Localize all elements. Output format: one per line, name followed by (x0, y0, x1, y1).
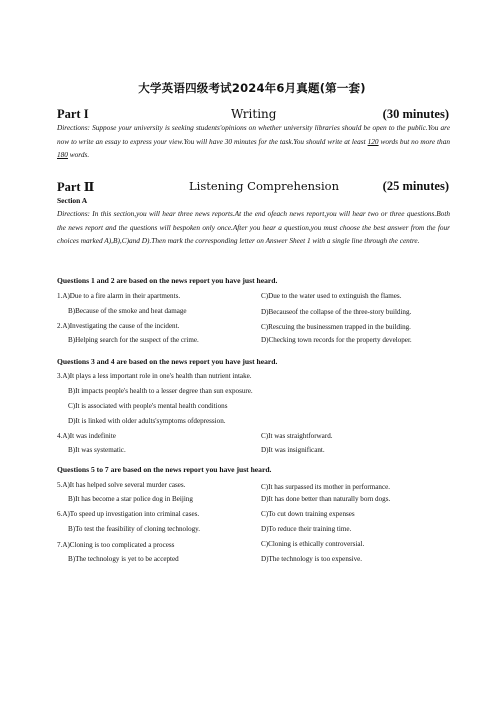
part1-directions (57, 121, 450, 162)
min-words: 120 (367, 136, 379, 146)
q6-option-d: D)To reduce their training time. (261, 525, 352, 533)
q7-option-a: 7.A)Cloning is too complicated a process (57, 541, 175, 549)
part1-label: Part I (57, 107, 89, 121)
part2-header (57, 179, 449, 195)
q4-option-a: 4.A)It was indefinite (57, 432, 116, 440)
part2-label: Part Ⅱ (57, 180, 95, 194)
group3-heading: Questions 5 to 7 are based on the news report you have just heard. (57, 465, 272, 474)
q7-option-c: C)Cloning is ethically controversial. (261, 540, 365, 548)
q6-option-c: C)To cut down training expenses (261, 510, 355, 518)
part2-time: (25 minutes) (382, 179, 449, 193)
part1-time: (30 minutes) (382, 107, 449, 121)
q4-option-b: B)It was systematic. (68, 446, 126, 454)
q7-option-b: B)The technology is yet to be accepted (68, 555, 179, 563)
page-title: 大学英语四级考试2024年6月真题(第一套) (138, 81, 366, 95)
part2-name: Listening Comprehension (189, 179, 339, 193)
part1-directions-prefix: Directions: Suppose your university is seeking students'opinions on whether university libraries should be open to the public.You are now to write an essay to express your view.You will have 30 minutes for the task.You should write at least (57, 123, 450, 146)
q7-option-d: D)The technology is too expensive. (261, 555, 363, 563)
q5-option-a: 5.A)It has helped solve several murder cases. (57, 481, 186, 489)
part1-directions-middle: words but no more than (378, 136, 450, 146)
q5-option-b: B)It has become a star police dog in Beijing (68, 495, 193, 503)
part1-name: Writing (231, 107, 277, 121)
q1-option-d: D)Becauseof the collapse of the three-story building. (261, 308, 412, 316)
q1-option-a: 1.A)Due to a fire alarm in their apartments. (57, 292, 181, 300)
q3-option-d: D)It is linked with older adults'symptoms ofdepression. (68, 417, 226, 425)
q2-option-a: 2.A)Investigating the cause of the incident. (57, 322, 180, 330)
group2-heading: Questions 3 and 4 are based on the news report you have just heard. (57, 357, 278, 366)
max-words: 180 (57, 150, 68, 160)
part1-directions-suffix: words. (67, 150, 90, 160)
q5-option-c: C)It has surpassed its mother in performance. (261, 483, 391, 491)
q2-option-d: D)Checking town records for the property developer. (261, 336, 412, 344)
q3-option-c: C)It is associated with people's mental health conditions (68, 402, 228, 410)
q2-option-b: B)Helping search for the suspect of the crime. (68, 336, 199, 344)
q5-option-d: D)It has done better than naturally born dogs. (261, 495, 391, 503)
part2-directions: Directions: In this section,you will hear three news reports.At the end ofeach news report,you will hear two or three questions.Both the news report and the questions will bespoken only once.After you hear a question,you must choose the best answer from the four choices marked A),B),C)and D).Then mark the corresponding letter on Answer Sheet 1 with a single line through the centre. (57, 209, 450, 246)
q6-option-b: B)To test the feasibility of cloning technology. (68, 525, 201, 533)
q1-option-c: C)Due to the water used to extinguish the flames. (261, 292, 402, 300)
section-a-label: Section A (57, 196, 88, 205)
q1-option-b: B)Because of the smoke and heat damage (68, 307, 187, 315)
q4-option-c: C)It was straightforward. (261, 432, 333, 440)
q3-option-a: 3.A)It plays a less important role in one's health than nutrient intake. (57, 372, 252, 380)
q6-option-a: 6.A)To speed up investigation into criminal cases. (57, 510, 200, 518)
q3-option-b: B)It impacts people's health to a lesser degree than sun exposure. (68, 387, 253, 395)
q4-option-d: D)It was insignificant. (261, 446, 325, 454)
q2-option-c: C)Rescuing the businessmen trapped in the building. (261, 323, 411, 331)
group1-heading: Questions 1 and 2 are based on the news report you have just heard. (57, 276, 278, 285)
